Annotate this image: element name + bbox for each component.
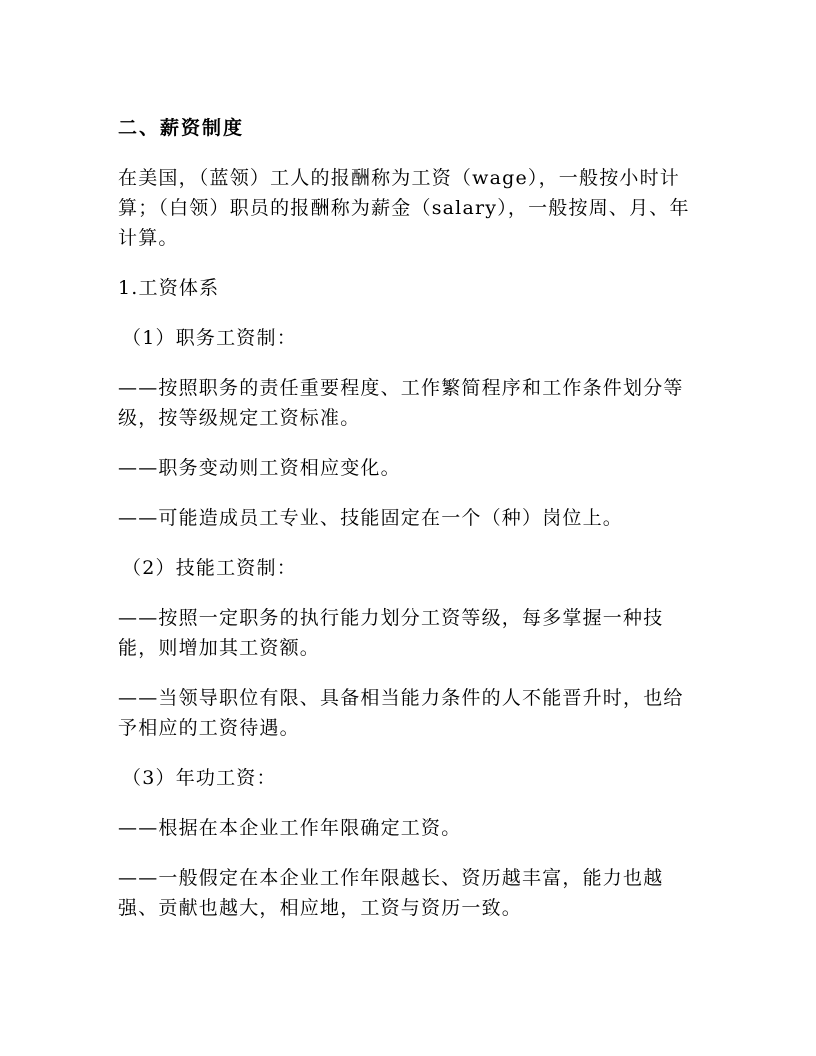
list-item: ——职务变动则工资相应变化。 [118, 457, 401, 479]
list-item: ——当领导职位有限、具备相当能力条件的人不能晋升时，也给予相应的工资待遇。 [118, 687, 684, 739]
list-item: ——按照一定职务的执行能力划分工资等级，每多掌握一种技能，则增加其工资额。 [118, 607, 664, 659]
list-item: ——按照职务的责任重要程度、工作繁简程序和工作条件划分等级，按等级规定工资标准。 [118, 377, 684, 429]
item-title-seniority-wage: （3）年功工资： [122, 767, 277, 789]
list-item: ——根据在本企业工作年限确定工资。 [118, 817, 462, 839]
item-title-skill-wage: （2）技能工资制： [122, 557, 297, 579]
list-item: ——一般假定在本企业工作年限越长、资历越丰富，能力也越强、贡献也越大，相应地，工资与资历一致。 [118, 867, 664, 919]
subsection-title-wage-system: 1.工资体系 [118, 277, 220, 299]
list-item: ——可能造成员工专业、技能固定在一个（种）岗位上。 [118, 507, 624, 529]
item-title-position-wage: （1）职务工资制： [122, 327, 297, 349]
intro-paragraph: 在美国，（蓝领）工人的报酬称为工资（wage），一般按小时计算；（白领）职员的报酬称为薪金（salary），一般按周、月、年计算。 [118, 167, 690, 249]
section-heading: 二、薪资制度 [118, 117, 245, 139]
document-body [118, 113, 698, 943]
